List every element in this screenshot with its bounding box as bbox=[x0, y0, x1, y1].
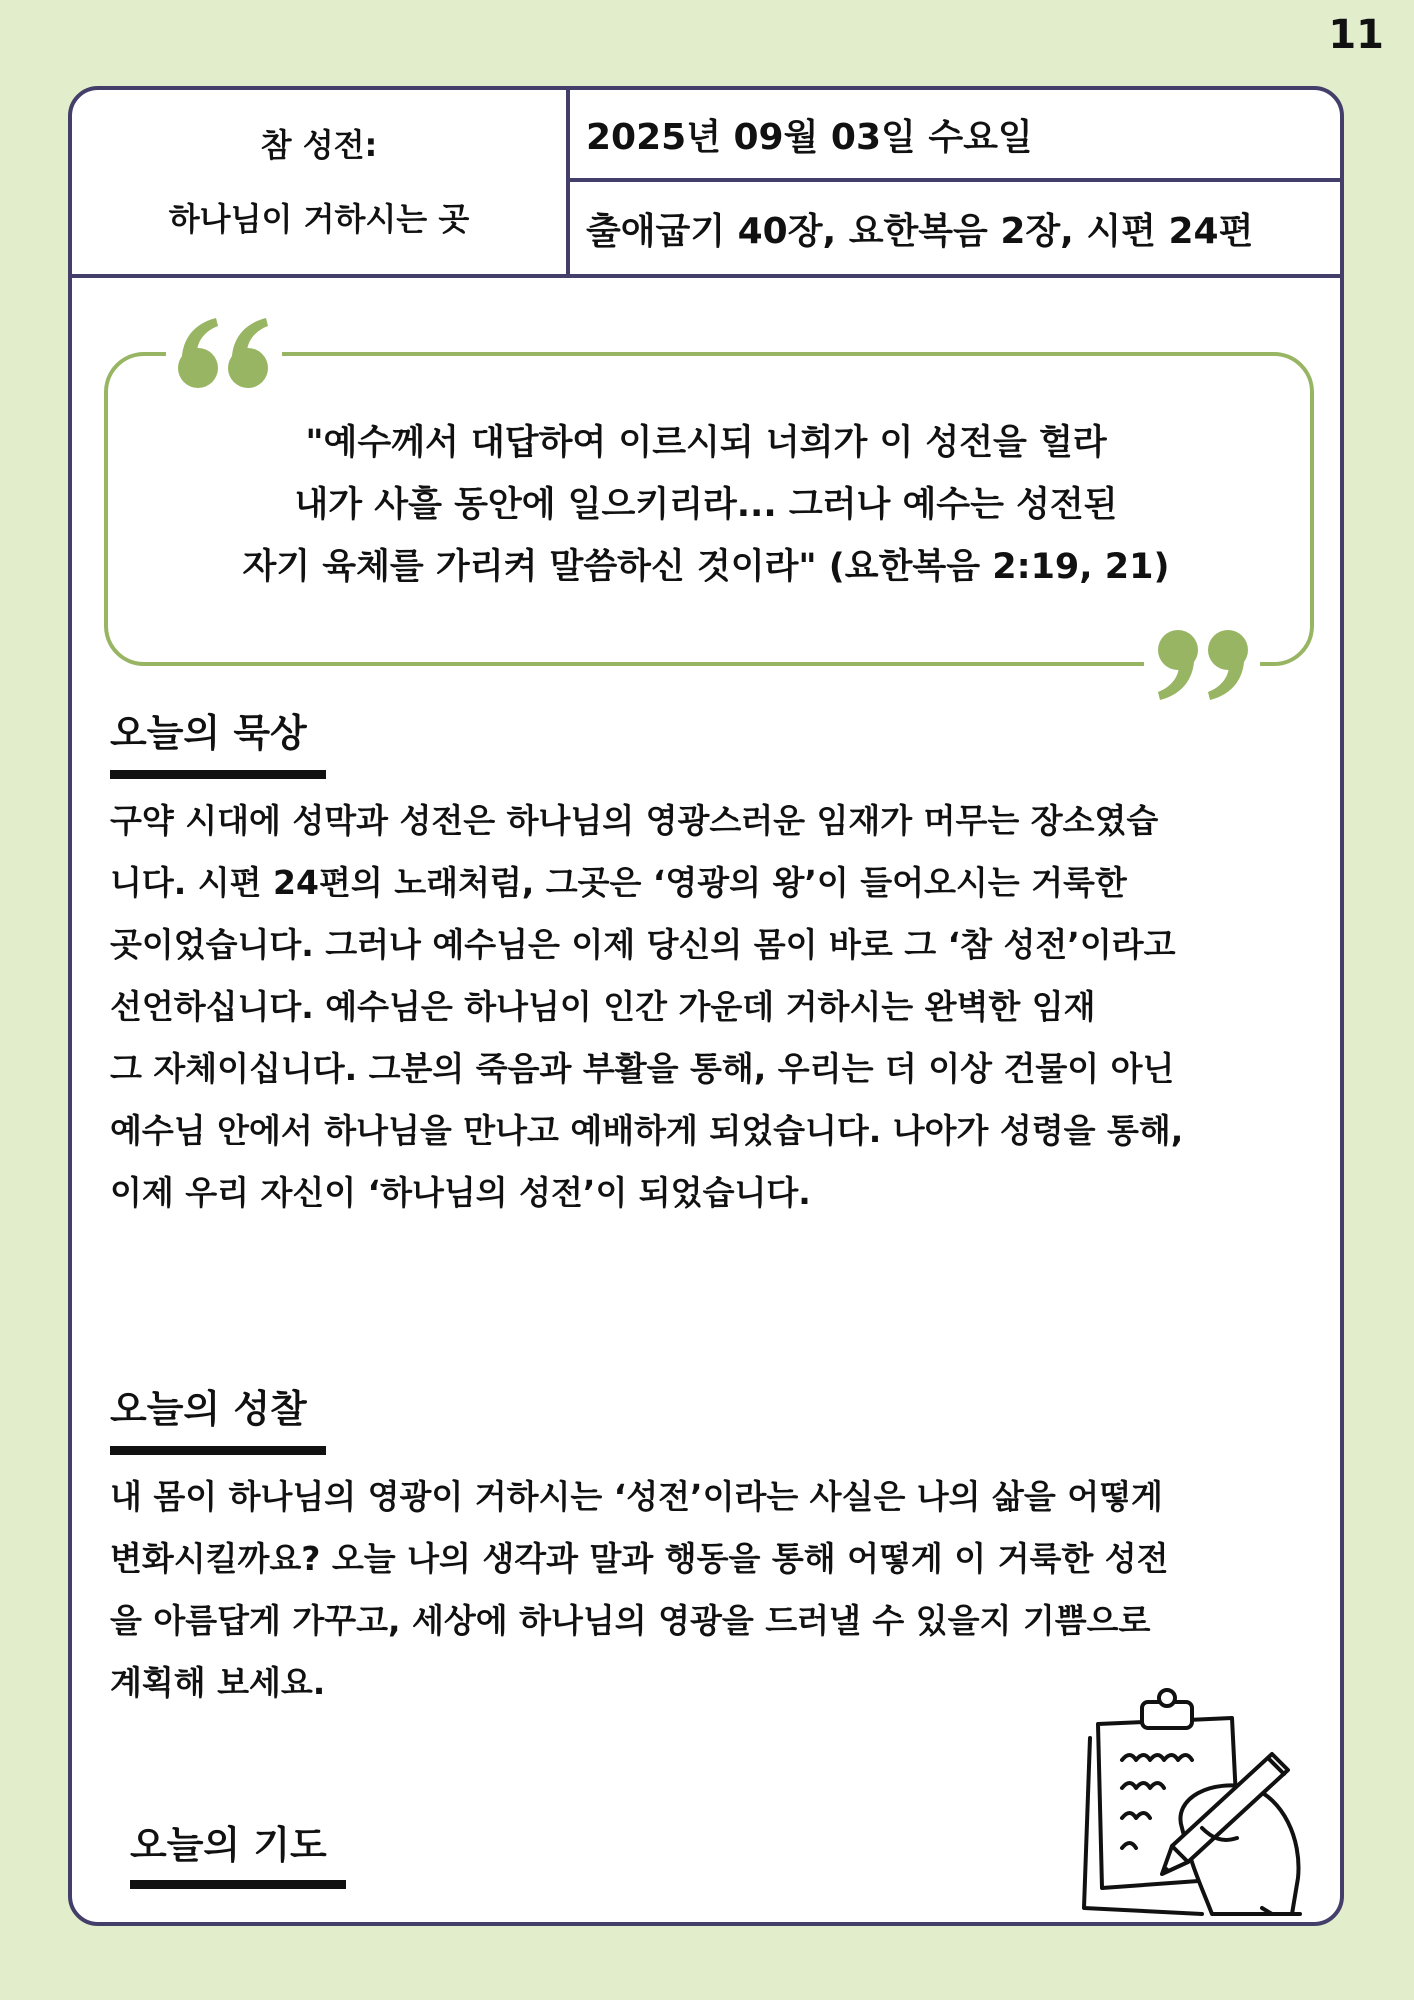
header-title-line1: 참 성전: bbox=[260, 126, 378, 164]
quote-line: 자기 육체를 가리켜 말씀하신 것이라" (요한복음 2:19, 21) bbox=[242, 547, 1170, 587]
quote-line: "예수께서 대답하여 이르시되 너희가 이 성전을 헐라 bbox=[305, 423, 1107, 463]
meditation-underline bbox=[110, 770, 326, 779]
meditation-line: 니다. 시편 24편의 노래처럼, 그곳은 ‘영광의 왕’이 들어오시는 거룩한 bbox=[110, 863, 1127, 902]
meditation-line: 구약 시대에 성막과 성전은 하나님의 영광스러운 임재가 머무는 장소였습 bbox=[110, 801, 1159, 840]
close-quote-icon bbox=[1144, 626, 1260, 702]
reflection-underline bbox=[110, 1446, 326, 1455]
header-title-line2: 하나님이 거하시는 곳 bbox=[168, 200, 470, 238]
quote-line: 내가 사흘 동안에 일으키리라... 그러나 예수는 성전된 bbox=[294, 485, 1118, 525]
meditation-text bbox=[110, 790, 1322, 1224]
reflection-title: 오늘의 성찰 bbox=[110, 1387, 307, 1431]
meditation-line: 곳이었습니다. 그러나 예수님은 이제 당신의 몸이 바로 그 ‘참 성전’이라고 bbox=[110, 925, 1176, 964]
header-date: 2025년 09월 03일 수요일 bbox=[570, 90, 1340, 182]
devotional-card bbox=[68, 86, 1344, 1926]
reflection-line: 을 아름답게 가꾸고, 세상에 하나님의 영광을 드러낼 수 있을지 기쁨으로 bbox=[110, 1601, 1151, 1640]
reflection-line: 내 몸이 하나님의 영광이 거하시는 ‘성전’이라는 사실은 나의 삶을 어떻게 bbox=[110, 1477, 1163, 1516]
meditation-title: 오늘의 묵상 bbox=[110, 711, 307, 755]
prayer-underline bbox=[130, 1880, 346, 1889]
header bbox=[72, 90, 1340, 278]
header-reading: 출애굽기 40장, 요한복음 2장, 시편 24편 bbox=[586, 210, 1254, 252]
page-number: 11 bbox=[1328, 12, 1384, 58]
reflection-text bbox=[110, 1466, 1322, 1714]
meditation-line: 예수님 안에서 하나님을 만나고 예배하게 되었습니다. 나아가 성령을 통해, bbox=[110, 1111, 1184, 1150]
header-title bbox=[72, 90, 570, 274]
meditation-line: 그 자체이십니다. 그분의 죽음과 부활을 통해, 우리는 더 이상 건물이 아닌 bbox=[110, 1049, 1175, 1088]
meditation-line: 이제 우리 자신이 ‘하나님의 성전’이 되었습니다. bbox=[110, 1173, 811, 1212]
quote-text bbox=[152, 412, 1260, 598]
prayer-title: 오늘의 기도 bbox=[130, 1823, 327, 1867]
reflection-line: 변화시킬까요? 오늘 나의 생각과 말과 행동을 통해 어떻게 이 거룩한 성전 bbox=[110, 1539, 1169, 1578]
clipboard-writing-icon bbox=[1062, 1678, 1312, 1922]
open-quote-icon bbox=[166, 316, 282, 392]
meditation-line: 선언하십니다. 예수님은 하나님이 인간 가운데 거하시는 완벽한 임재 bbox=[110, 987, 1096, 1026]
reflection-line: 계획해 보세요. bbox=[110, 1663, 326, 1702]
